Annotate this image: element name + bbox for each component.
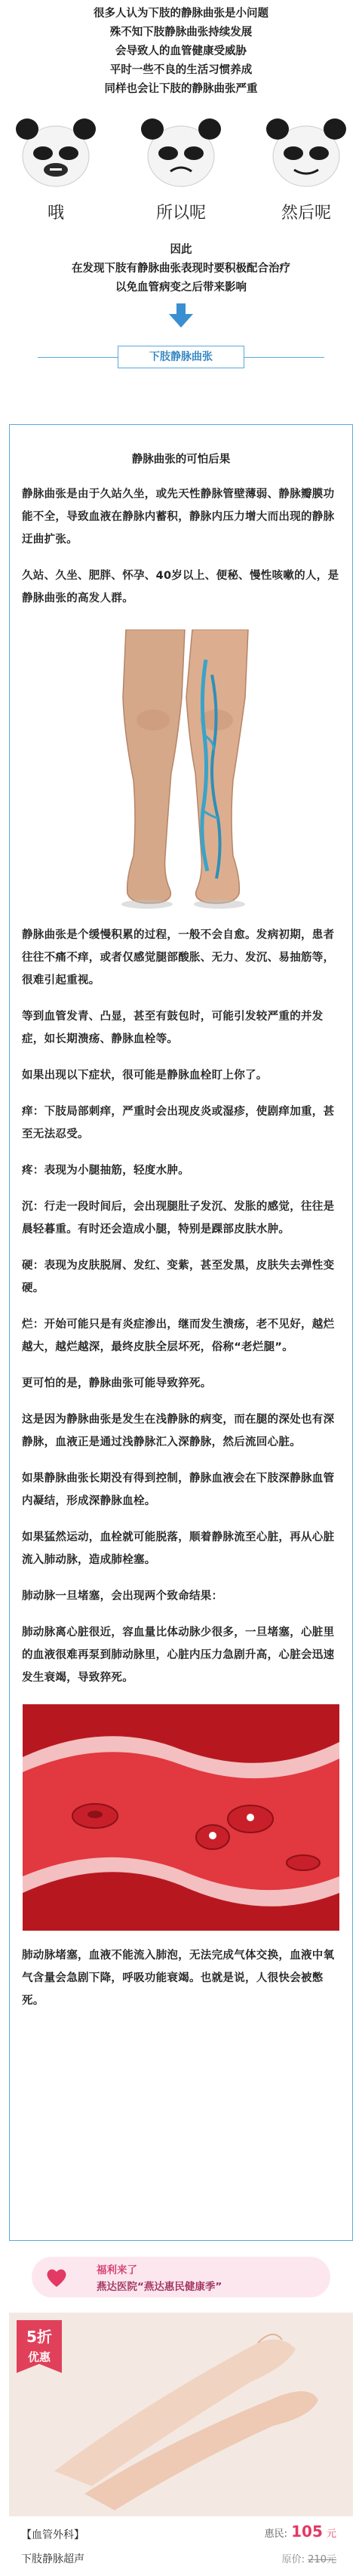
paragraph: 如果出现以下症状，很可能是静脉血栓盯上你了。 [22,1069,268,1082]
section-tag: 下肢静脉曲张 [118,346,244,368]
meme-caption: 所以呢 [155,204,206,223]
price-value: 105 [291,2522,323,2541]
benefit-subtitle: 燕达医院“燕达惠民健康季” [97,2281,222,2293]
benefit-banner[interactable] [32,2257,330,2297]
blood-vessel-clot-illustration [23,1704,339,1931]
paragraph: 疼：表现为小腿抽筋，轻度水肿。 [22,1165,189,1177]
varicose-legs-illustration [72,629,290,910]
therefore-line: 在发现下肢有静脉曲张表现时要积极配合治疗 [72,263,290,275]
content-card [9,424,353,2241]
therefore-text [0,241,362,297]
discount-badge [17,2320,62,2373]
paragraph: 静脉曲张是个缓慢积累的过程，一般不会自愈。发病初期，患者往往不痛不痒，或者仅感觉腿部酸胀、无力、发沉、易抽筋等，很难引起重视。 [22,929,335,986]
therefore-line: 因此 [170,244,192,256]
therefore-line: 以免血管病变之后带来影响 [115,282,247,294]
benefit-title: 福利来了 [97,2264,137,2276]
meme-caption: 哦 [47,204,64,223]
section-tag-wrap [0,335,362,380]
paragraph: 等到血管发青、凸显，甚至有鼓包时，可能引发较严重的并发症，如长期溃疡、静脉血栓等。 [22,1011,324,1045]
intro-line: 同样也会让下肢的静脉曲张严重 [104,83,258,95]
meme-panel [258,108,354,227]
panda-meme-face-icon [258,108,354,199]
price-unit: 元 [326,2528,336,2540]
original-price-label: 原价: [281,2554,305,2565]
paragraph: 久站、久坐、肥胖、怀孕、40岁以上、便秘、慢性咳嗽的人，是静脉曲张的高发人群。 [22,570,339,605]
paragraph: 沉：行走一段时间后，会出现腿肚子发沉、发胀的感觉，往往是晨轻暮重。有时还会造成小腿，特别是踝部皮肤水肿。 [22,1201,335,1236]
benefit-section [0,2257,362,2576]
original-price: 210元 [308,2554,336,2565]
meme-strip [6,108,356,227]
paragraph: 如果静脉曲张长期没有得到控制，静脉血液会在下肢深静脉血管内凝结，形成深静脉血栓。 [22,1473,335,1507]
discount-label: 优惠 [27,2350,51,2364]
paragraph: 如果猛然运动，血栓就可能脱落，顺着静脉流至心脏，再从心脏流入肺动脉，造成肺栓塞。 [22,1531,335,1566]
product-name: 下肢静脉超声 [21,2553,84,2565]
meme-caption: 然后呢 [281,204,331,223]
intro-text [0,0,362,99]
original-price-row [282,2551,336,2565]
discount-value: 5折 [26,2328,52,2346]
intro-line: 殊不知下肢静脉曲张持续发展 [109,26,253,38]
panda-meme-face-icon [133,108,229,199]
card-body [10,483,352,2012]
intro-line: 平时一些不良的生活习惯养成 [109,64,253,76]
meme-panel [8,108,104,227]
meme-panel [133,108,229,227]
intro-line: 会导致人的血管健康受威胁 [115,45,247,57]
product-category: 【血管外科】 [21,2529,84,2541]
paragraph: 这是因为静脉曲张是发生在浅静脉的病变，而在腿的深处也有深静脉，血液正是通过浅静脉汇入深静脉，然后流回心脏。 [22,1414,335,1448]
card-title: 静脉曲张的可怕后果 [131,454,231,466]
paragraph: 痒：下肢局部刺痒，严重时会出现皮炎或湿疹，使剧痒加重，甚至无法忍受。 [22,1106,335,1140]
paragraph: 烂：开始可能只是有炎症渗出，继而发生溃疡，老不见好，越烂越大，越烂越深，最终皮肤全层坏死，俗称“老烂腿”。 [22,1319,335,1353]
intro-line: 很多人认为下肢的静脉曲张是小问题 [94,8,268,20]
heart-icon [45,2267,68,2288]
paragraph: 肺动脉一旦堵塞，会出现两个致命结果： [22,1590,223,1602]
price-label: 惠民: [264,2528,288,2540]
paragraph: 硬：表现为皮肤脱屑、发红、变紫，甚至发黑，皮肤失去弹性变硬。 [22,1260,335,1294]
arrow-down-icon [166,303,196,329]
product-info[interactable] [9,2516,353,2576]
paragraph: 更可怕的是，静脉曲张可能导致猝死。 [22,1377,212,1390]
paragraph: 肺动脉堵塞，血液不能流入肺泡，无法完成气体交换，血液中氧气含量会急剧下降，呼吸功能衰竭。也就是说，人很快会被憋死。 [22,1950,335,2007]
panda-meme-face-icon [8,108,104,199]
paragraph: 静脉曲张是由于久站久坐，或先天性静脉管壁薄弱、静脉瓣膜功能不全，导致血液在静脉内蓄积，静脉内压力增大而出现的静脉迂曲扩张。 [22,488,335,546]
price-row [265,2522,336,2541]
paragraph: 肺动脉离心脏很近，容血量比体动脉少很多，一旦堵塞，心脏里的血液很难再泵到肺动脉里，心脏内压力急剧升高，心脏会迅速发生衰竭，导致猝死。 [22,1627,335,1684]
